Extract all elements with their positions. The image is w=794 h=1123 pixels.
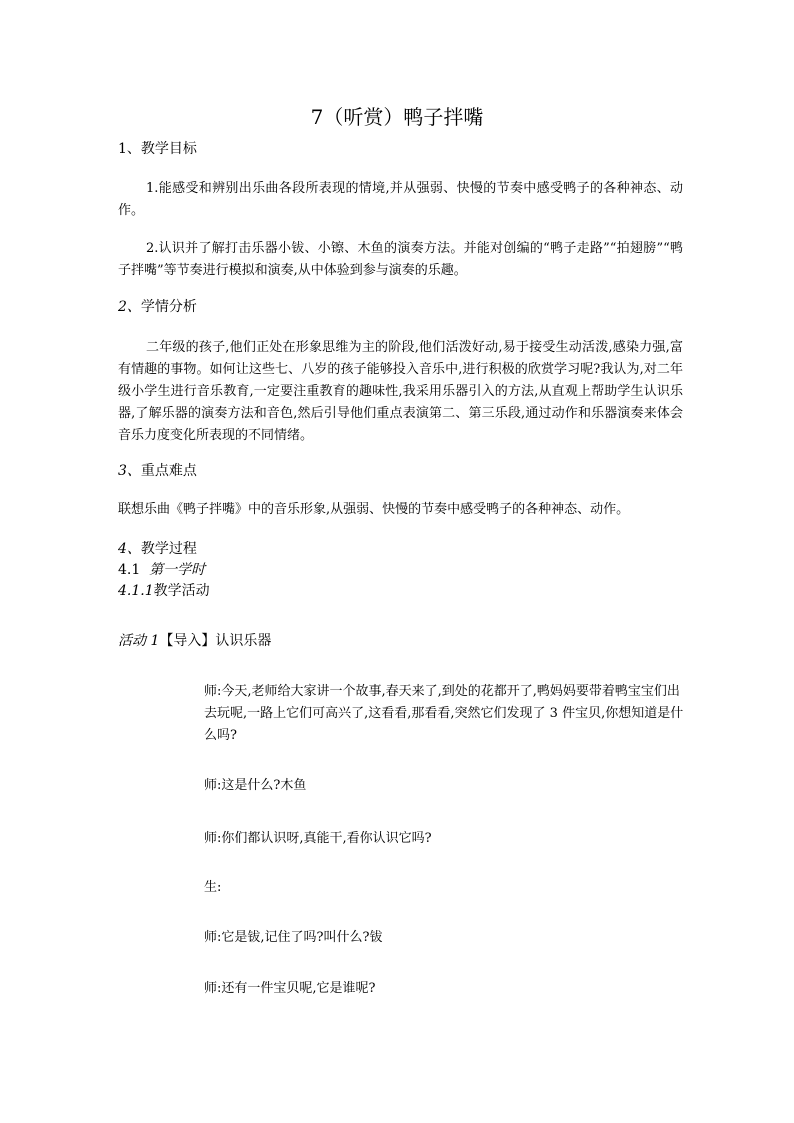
subsection-label: 第一学时 <box>149 562 206 578</box>
section-label: 重点难点 <box>140 463 197 479</box>
dialogue-line-5: 师:它是钹,记住了吗?叫什么?钹 <box>204 930 383 945</box>
activity-prefix: 活动 1 <box>118 633 160 649</box>
analysis-paragraph: 二年级的孩子,他们正处在形象思维为主的阶段,他们活泼好动,易于接受生动活泼,感染力强,富有情趣的事物。如何让这些七、八岁的孩子能够投入音乐中,进行积极的欣赏学习呢?我认为,对二年级小学生进行音乐教育,一定要注重教育的趣味性,我采用乐器引入的方法,从直观上帮助学生认识乐器,了解乐器的演奏方法和音色,然后引导他们重点表演第二、第三乐段,通过动作和乐器演奏来体会音乐力度变化所表现的不同情绪。 <box>118 340 683 443</box>
section-heading-objectives <box>118 140 197 158</box>
dialogue-line-6: 师:还有一件宝贝呢,它是谁呢? <box>204 981 376 996</box>
subsection-label: 教学活动 <box>153 583 210 599</box>
dialogue-line-4: 生: <box>204 880 222 895</box>
subsection-number: 4.1 <box>118 562 141 578</box>
section-label: 学情分析 <box>140 299 197 315</box>
section-label: 教学过程 <box>140 541 197 557</box>
section-heading-analysis <box>118 298 197 316</box>
section-label: 教学目标 <box>140 141 197 157</box>
section-number: 1、 <box>118 141 141 157</box>
dialogue-line-2: 师:这是什么?木鱼 <box>204 778 307 793</box>
section-heading-process <box>118 540 197 558</box>
section-number: 4、 <box>118 541 141 557</box>
section-heading-key-points <box>118 462 197 480</box>
section-number: 2、 <box>118 299 141 315</box>
activity-heading <box>118 632 271 650</box>
subsection-4-1 <box>118 561 205 579</box>
subsection-number: 4.1.1 <box>118 583 154 599</box>
page-title: 7（听赏）鸭子拌嘴 <box>310 105 484 129</box>
activity-label: 【导入】认识乐器 <box>159 633 272 649</box>
section-number: 3、 <box>118 463 141 479</box>
key-points-paragraph: 联想乐曲《鸭子拌嘴》中的音乐形象,从强弱、快慢的节奏中感受鸭子的各种神态、动作。 <box>118 502 630 517</box>
dialogue-line-3: 师:你们都认识呀,真能干,看你认识它吗? <box>204 831 432 846</box>
objective-paragraph-1: 1.能感受和辨别出乐曲各段所表现的情境,并从强弱、快慢的节奏中感受鸭子的各种神态、动作。 <box>118 181 683 218</box>
subsection-4-1-1 <box>118 582 210 600</box>
dialogue-line-1: 师:今天,老师给大家讲一个故事,春天来了,到处的花都开了,鸭妈妈要带着鸭宝宝们出去玩呢,一路上它们可高兴了,这看看,那看看,突然它们发现了 3 件宝贝,你想知道是什么吗? <box>204 684 684 743</box>
objective-paragraph-2: 2.认识并了解打击乐器小钹、小镲、木鱼的演奏方法。并能对创编的“鸭子走路”“拍翅膀”“鸭子拌嘴”等节奏进行模拟和演奏,从中体验到参与演奏的乐趣。 <box>118 241 683 278</box>
